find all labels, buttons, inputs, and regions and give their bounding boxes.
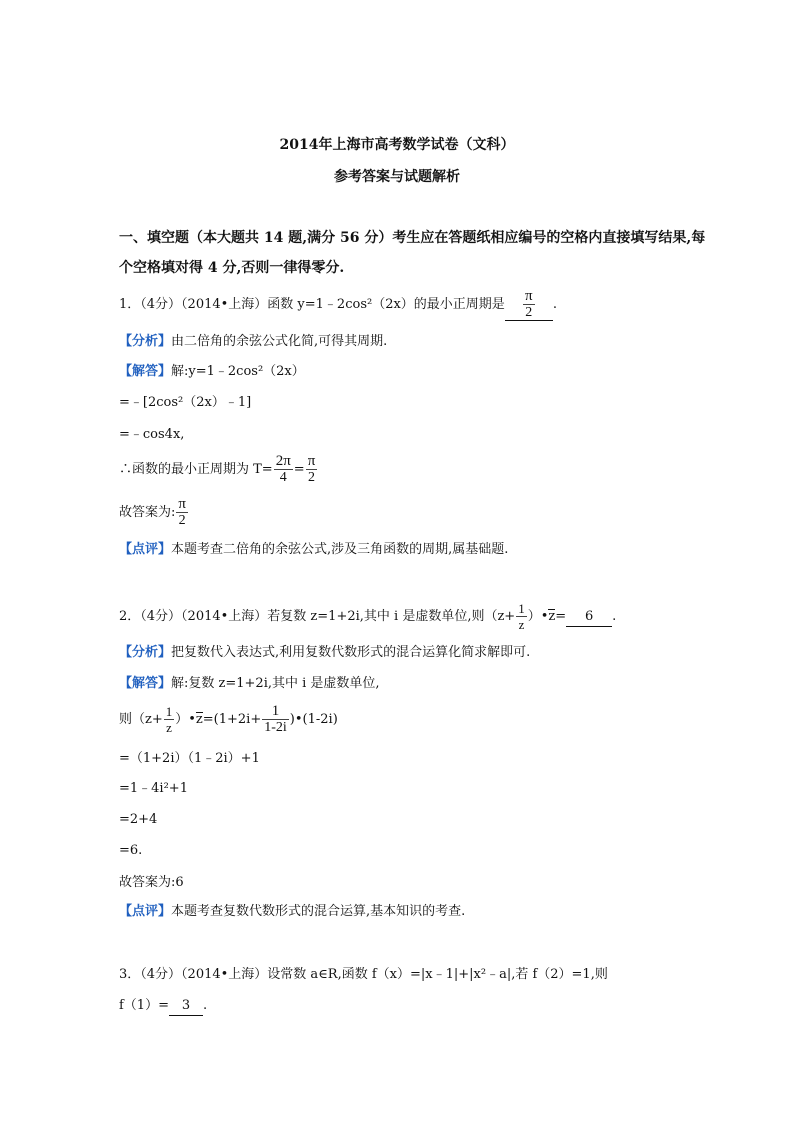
q1-period-fraction2 bbox=[306, 454, 318, 485]
analysis-tag: 【分析】 bbox=[119, 334, 172, 349]
q1-final-prefix: 故答案为: bbox=[119, 505, 176, 520]
q2-analysis-text: 把复数代入表达式,利用复数代数形式的混合运算化简求解即可. bbox=[171, 645, 531, 660]
q3-stem-end: . bbox=[202, 998, 208, 1013]
q2-sol2-mid: ）• bbox=[175, 712, 196, 727]
q2-solution-line3: =（1+2i）（1﹣2i）+1 bbox=[119, 751, 260, 766]
q1-period-f1-num: 2π bbox=[275, 453, 291, 469]
q3-stem-line1: 3．（4分）（2014•上海）设常数 a∈R,函数 f（x）=|x﹣1|+|x²﹣a|,若 f（2）=1,则 bbox=[119, 967, 608, 982]
solution-tag: 【解答】 bbox=[119, 364, 172, 379]
q1-analysis-text: 由二倍角的余弦公式化简,可得其周期. bbox=[171, 334, 388, 349]
q2-stem-fraction bbox=[516, 601, 527, 632]
q1-comment bbox=[119, 541, 508, 559]
q2-sol2-end: )•(1-2i) bbox=[289, 712, 338, 727]
q2-stem-eq: = bbox=[555, 609, 567, 624]
q2-solution-line4: =1﹣4i²+1 bbox=[119, 781, 188, 796]
q1-stem bbox=[119, 289, 557, 321]
q2-sol2-f-den: z bbox=[166, 720, 172, 735]
q2-analysis bbox=[119, 644, 530, 662]
q2-solution-line1 bbox=[119, 675, 380, 693]
q1-answer-blank bbox=[505, 289, 553, 321]
q1-solution-line1 bbox=[119, 363, 305, 381]
q2-stem bbox=[119, 601, 616, 632]
q1-period-f2-num: π bbox=[307, 453, 316, 469]
q2-sol2-eq: =(1+2i+ bbox=[202, 712, 262, 727]
q2-solution-line5: =2+4 bbox=[119, 812, 158, 827]
q2-sol2-fraction2 bbox=[262, 704, 289, 735]
q3-answer-blank: 3 bbox=[169, 997, 203, 1016]
page-title: 2014年上海市高考数学试卷（文科） bbox=[279, 137, 515, 153]
q2-final-answer: 故答案为:6 bbox=[119, 875, 184, 890]
page-subtitle: 参考答案与试题解析 bbox=[334, 169, 460, 185]
q2-answer-blank: 6 bbox=[566, 608, 612, 627]
comment-tag: 【点评】 bbox=[119, 542, 172, 557]
section-heading-line2: 个空格填对得 4 分,否则一律得零分. bbox=[119, 260, 345, 276]
q1-final-num: π bbox=[178, 496, 186, 512]
q1-comment-text: 本题考查二倍角的余弦公式,涉及三角函数的周期,属基础题. bbox=[171, 542, 509, 557]
q2-solution-text1: 解:复数 z=1+2i,其中 i 是虚数单位, bbox=[171, 676, 380, 691]
q1-final-answer bbox=[119, 497, 189, 528]
q1-solution-line4 bbox=[119, 454, 318, 485]
q1-analysis bbox=[119, 333, 387, 351]
q1-period-f2-den: 2 bbox=[307, 470, 315, 485]
q2-solution-line2 bbox=[119, 704, 338, 735]
q2-stem-conjugate: z bbox=[548, 609, 556, 624]
q1-period-fraction1 bbox=[274, 454, 293, 485]
q3-stem-text2: f（1）= bbox=[119, 998, 169, 1013]
section-heading-line1: 一、填空题（本大题共 14 题,满分 56 分）考生应在答题纸相应编号的空格内直接填写结果,每 bbox=[119, 230, 706, 246]
q1-period-f1-den: 4 bbox=[279, 470, 287, 485]
q1-final-den: 2 bbox=[178, 513, 186, 528]
q2-comment bbox=[119, 903, 465, 921]
q2-stem-f-num: 1 bbox=[518, 601, 525, 616]
q2-stem-end: . bbox=[612, 609, 617, 624]
q1-period-equals: = bbox=[293, 462, 305, 477]
q3-stem-line2 bbox=[119, 997, 207, 1016]
solution-tag: 【解答】 bbox=[119, 676, 172, 691]
q1-answer-fraction bbox=[523, 289, 535, 320]
q2-stem-mid: ）• bbox=[527, 609, 549, 624]
q1-stem-text: 1．（4分）（2014•上海）函数 y=1﹣2cos²（2x）的最小正周期是 bbox=[119, 297, 505, 312]
q1-solution-text1: 解:y=1﹣2cos²（2x） bbox=[171, 364, 305, 379]
q2-sol2-conjugate: z bbox=[195, 712, 203, 727]
analysis-tag: 【分析】 bbox=[119, 645, 172, 660]
q1-stem-end: . bbox=[552, 297, 557, 312]
q1-answer-numerator: π bbox=[525, 288, 533, 304]
q2-sol2-f-num: 1 bbox=[165, 704, 173, 719]
q1-final-fraction bbox=[176, 497, 188, 528]
q1-solution-line2: =﹣[2cos²（2x）﹣1] bbox=[119, 395, 252, 410]
q2-stem-text: 2．（4分）（2014•上海）若复数 z=1+2i,其中 i 是虚数单位,则（z+ bbox=[119, 609, 516, 624]
q2-comment-text: 本题考查复数代数形式的混合运算,基本知识的考查. bbox=[171, 904, 466, 919]
q1-solution-line3: =﹣cos4x, bbox=[119, 427, 185, 442]
q1-period-prefix: ∴函数的最小正周期为 T= bbox=[119, 462, 273, 477]
q2-sol2-fraction1 bbox=[164, 704, 175, 735]
q2-sol2-f2-num: 1 bbox=[262, 704, 289, 720]
q1-answer-denominator: 2 bbox=[525, 305, 533, 320]
q2-sol2-prefix: 则（z+ bbox=[119, 712, 163, 727]
q2-solution-line6: =6. bbox=[119, 843, 143, 858]
q2-sol2-f2-den: 1-2i bbox=[264, 720, 287, 735]
q2-stem-f-den: z bbox=[518, 617, 525, 632]
comment-tag: 【点评】 bbox=[119, 904, 172, 919]
